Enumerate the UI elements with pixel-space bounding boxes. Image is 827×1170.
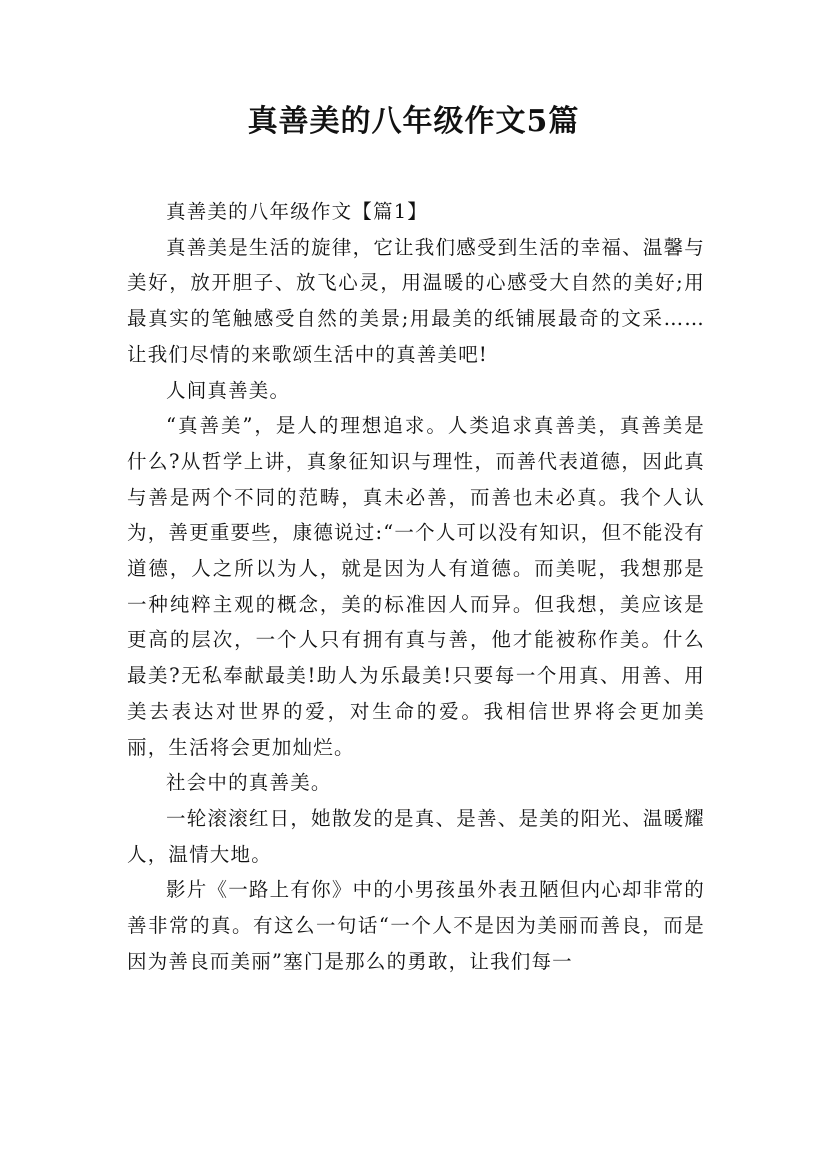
subheading: 人间真善美。 <box>166 378 291 402</box>
paragraph: 真善美是生活的旋律，它让我们感受到生活的幸福、温馨与美好，放开胆子、放飞心灵，用温暖的心感受大自然的美好;用最真实的笔触感受自然的美景;用最美的纸铺展最奇的文采……让我们尽情的来歌颂生活中的真善美吧! <box>127 235 705 366</box>
paragraph: 影片《一路上有你》中的小男孩虽外表丑陋但内心却非常的善非常的真。有这么一句话“一个人不是因为美丽而善良，而是因为善良而美丽”塞门是那么的勇敢，让我们每一 <box>127 878 705 973</box>
paragraph: 一轮滚滚红日，她散发的是真、是善、是美的阳光、温暖耀人，温情大地。 <box>127 806 705 866</box>
paragraph: “真善美”，是人的理想追求。人类追求真善美，真善美是什么?从哲学上讲，真象征知识与理性，而善代表道德，因此真与善是两个不同的范畴，真未必善，而善也未必真。我个人认为，善更重要些，康德说过:“一个人可以没有知识，但不能没有道德，人之所以为人，就是因为人有道德。而美呢，我想那是一种纯粹主观的概念，美的标准因人而异。但我想，美应该是更高的层次，一个人只有拥有真与善，他才能被称作美。什么最美?无私奉献最美!助人为乐最美!只要每一个用真、用善、用美去表达对世界的爱，对生命的爱。我相信世界将会更加美丽，生活将会更加灿烂。 <box>127 414 705 759</box>
section-heading: 真善美的八年级作文【篇1】 <box>166 200 429 223</box>
document-body <box>127 194 705 979</box>
document-title: 真善美的八年级作文5篇 <box>247 104 580 139</box>
subheading: 社会中的真善美。 <box>166 771 332 795</box>
